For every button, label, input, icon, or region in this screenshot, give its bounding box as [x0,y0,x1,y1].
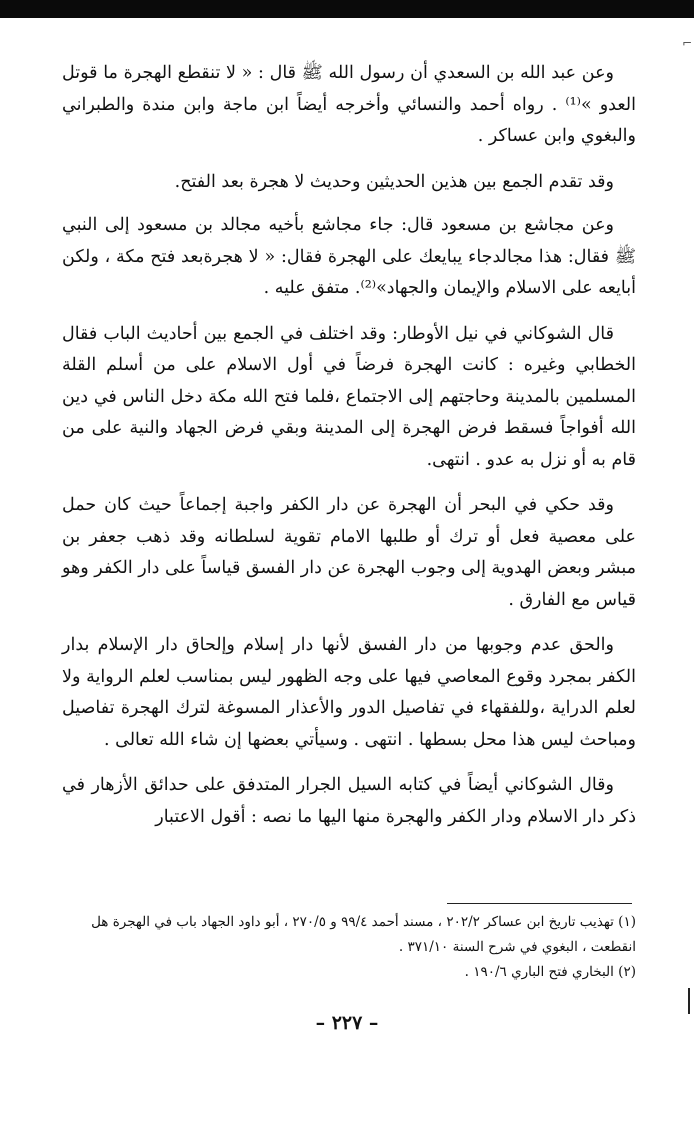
paragraph-reconciliation: وقد تقدم الجمع بين هذين الحديثين وحديث لا هجرة بعد الفتح. [174,171,614,192]
paragraph-sayl-jarrar: وقال الشوكاني أيضاً في كتابه السيل الجرار المتدفق على حدائق الأزهار في ذكر دار الاسلام ودار الكفر والهجرة منها اليها ما نصه : أقول الاعتبار [62,775,636,827]
scan-top-border [0,0,694,18]
footnote-1: (١) تهذيب تاريخ ابن عساكر ٢٠٢/٢ ، مسند أحمد ٩٩/٤ و ٢٧٠/٥ ، أبو داود الجهاد باب في الهجرة هل انقطعت ، البغوي في شرح السنة ٣٧١/١٠ . [91,914,636,955]
paragraph-hadith-saadi: وعن عبد الله بن السعدي أن رسول الله ﷺ قال : « لا تنقطع الهجرة ما قوتل العدو »⁽¹⁾ . رواه أحمد والنسائي وأخرجه أيضاً ابن ماجة وابن مندة والطبراني والبغوي وابن عساكر . [62,63,636,146]
paragraph-shawkani-nayl: قال الشوكاني في نيل الأوطار: وقد اختلف في الجمع بين أحاديث الباب فقال الخطابي وغيره : كانت الهجرة فرضاً في أول الاسلام على من أسلم القلة المسلمين بالمدينة وحاجتهم إلى الاجتماع ،فلما فتح الله مكة دخل الناس في دين الله أفواجاً فسقط فرض الهجرة إلى المدينة وبقي فرض الجهاد والنية على من قام به أو نزل به عدو . انتهى. [62,323,636,470]
page-body [62,58,636,847]
footnote-2: (٢) البخاري فتح الباري ١٩٠/٦ . [464,964,636,980]
page-number: – ٢٢٧ – [315,1012,379,1034]
footnotes [62,910,636,985]
paragraph-hadith-mujashi: وعن مجاشع بن مسعود قال: جاء مجاشع بأخيه مجالد بن مسعود إلى النبي ﷺ فقال: هذا مجالدجاء يبايعك على الهجرة فقال: « لا هجرةبعد فتح مكة ، ولكن أبايعه على الاسلام والإيمان والجهاد»⁽²⁾. متفق عليه . [62,215,636,298]
scan-edge-mark: ⌐ [681,36,692,50]
footnote-divider [447,903,632,904]
paragraph-bahr: وقد حكي في البحر أن الهجرة عن دار الكفر واجبة إجماعاً حيث كان حمل على معصية فعل أو ترك أو طلبها الامام تقوية لسلطانه وقد ذهب جعفر بن مبشر وبعض الهدوية إلى وجوب الهجرة عن دار الفسق قياساً على دار الكفر وهو قياس مع الفارق . [62,495,636,610]
scan-bottom-mark [688,988,690,1014]
paragraph-dar-al-fisq: والحق عدم وجوبها من دار الفسق لأنها دار إسلام وإلحاق دار الإسلام بدار الكفر بمجرد وقوع المعاصي فيها على وجه الظهور ليس بمناسب لعلم الرواية ولا لعلم الدراية ،وللفقهاء في تفاصيل الدور والأعذار المسوغة لترك الهجرة تفاصيل ومباحث ليس هذا محل بسطها . انتهى . وسيأتي بعضها إن شاء الله تعالى . [62,635,636,750]
